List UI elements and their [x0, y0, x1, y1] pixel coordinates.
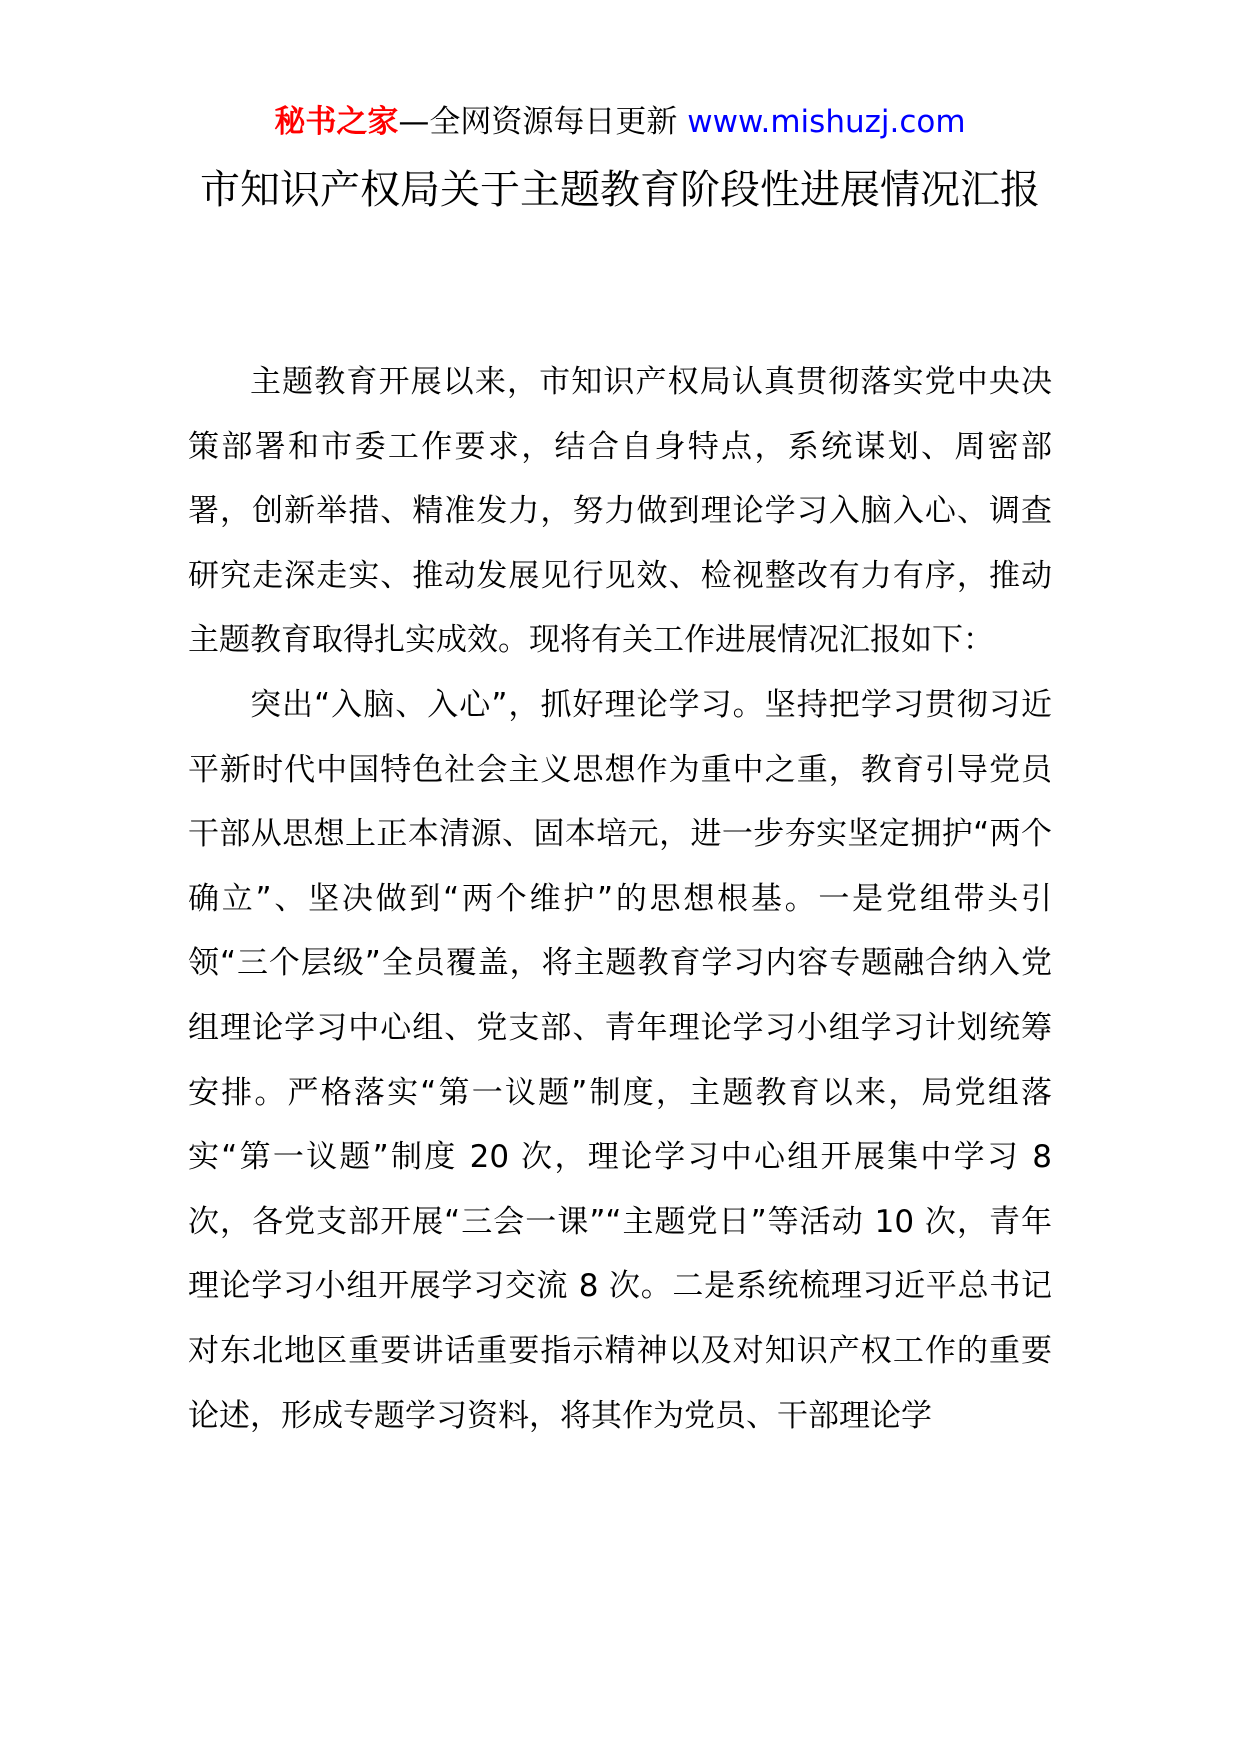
document-title: 市知识产权局关于主题教育阶段性进展情况汇报: [200, 167, 1040, 213]
paragraph-intro: 主题教育开展以来，市知识产权局认真贯彻落实党中央决策部署和市委工作要求，结合自身特点，系统谋划、周密部署，创新举措、精准发力，努力做到理论学习入脑入心、调查研究走深走实、推动发展见行见效、检视整改有力有序，推动主题教育取得扎实成效。现将有关工作进展情况汇报如下：: [188, 364, 1052, 659]
site-url-link[interactable]: www.mishuzj.com: [687, 104, 966, 140]
document-body: [188, 350, 1052, 1448]
paragraph-theory-study: 突出“入脑、入心”，抓好理论学习。坚持把学习贯彻习近平新时代中国特色社会主义思想作为重中之重，教育引导党员干部从思想上正本清源、固本培元，进一步夯实坚定拥护“两个确立”、坚决做到“两个维护”的思想根基。一是党组带头引领“三个层级”全员覆盖，将主题教育学习内容专题融合纳入党组理论学习中心组、党支部、青年理论学习小组学习计划统筹安排。严格落实“第一议题”制度，主题教育以来，局党组落实“第一议题”制度 20 次，理论学习中心组开展集中学习 8 次，各党支部开展“三会一课”“主题党日”等活动 10 次，青年理论学习小组开展学习交流 8 次。二是系统梳理习近平总书记对东北地区重要讲话重要指示精神以及对知识产权工作的重要论述，形成专题学习资料，将其作为党员、干部理论学: [188, 686, 1052, 1434]
header-tagline: —全网资源每日更新: [398, 104, 678, 140]
brand-name: 秘书之家: [274, 104, 399, 140]
watermark-header: [0, 100, 1240, 144]
